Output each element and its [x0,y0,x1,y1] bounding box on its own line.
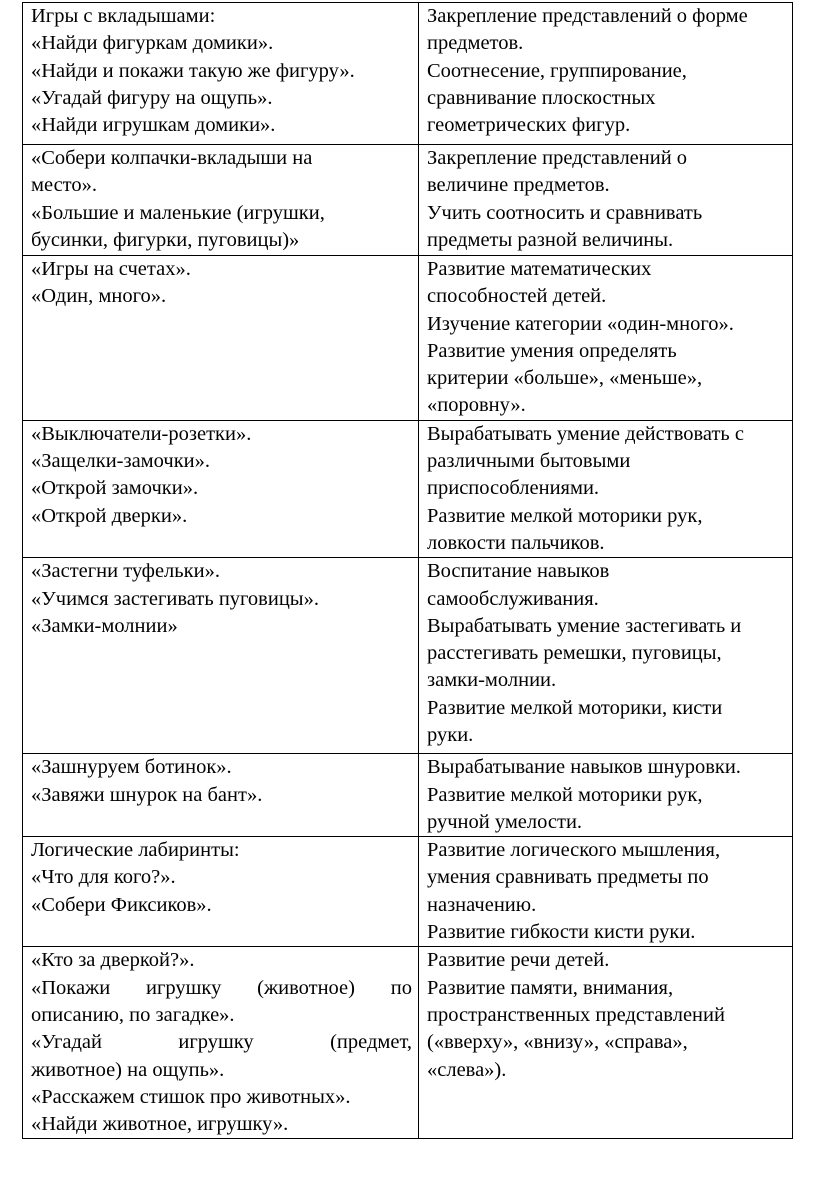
goal-line: геометрических фигур. [427,114,631,137]
goal-line: ловкости пальчиков. [427,531,605,554]
game-line: место». [31,174,97,197]
goal-line: способностей детей. [427,285,607,308]
goal-cell [419,3,793,145]
game-cell [23,256,419,421]
goal-line: Учить соотносить и сравнивать [427,201,703,224]
goal-line: замки-молнии. [427,669,557,692]
goal-line: Воспитание навыков [427,560,610,583]
game-line: «Один, много». [31,285,167,308]
goal-line: Изучение категории «один-много». [427,312,734,335]
goal-line: Развитие мелкой моторики, кисти [427,696,723,719]
goal-line: сравнивание плоскостных [427,86,656,109]
game-line: «Защелки-замочки». [31,450,210,473]
game-line: «Что для кого?». [31,866,176,889]
goal-line: Вырабатывание навыков шнуровки. [427,756,741,779]
goal-line: «слева»). [427,1058,507,1081]
game-line: животное) на ощупь». [31,1058,225,1081]
game-cell [23,558,419,754]
game-line: Игры с вкладышами: [31,5,216,27]
game-line: «Найди животное, игрушку». [31,1113,289,1136]
game-line: «Кто за дверкой?». [31,949,195,972]
game-line: «Зашнуруем ботинок». [31,756,232,779]
game-line: «Выключатели-розетки». [31,422,252,445]
game-cell [23,947,419,1139]
goal-cell [419,754,793,837]
game-cell [23,145,419,256]
game-line: «Большие и маленькие (игрушки, [31,201,325,224]
goal-cell [419,558,793,754]
goal-line: различными бытовыми [427,450,631,473]
goal-cell [419,947,793,1139]
table-row [23,558,793,754]
goal-line: пространственных представлений [427,1003,725,1026]
goal-cell [419,837,793,947]
table-row [23,256,793,421]
game-line: бусинки, фигурки, пуговицы)» [31,228,300,251]
goal-line: предметов. [427,32,524,55]
goal-line: Развитие математических [427,258,652,280]
game-line: «Найди и покажи такую же фигуру». [31,59,355,82]
game-line: «Учимся застегивать пуговицы». [31,587,319,610]
goal-line: величине предметов. [427,174,610,197]
game-cell [23,420,419,557]
goal-line: ручной умелости. [427,810,583,833]
table-row [23,145,793,256]
goal-line: назначению. [427,893,537,916]
goal-line: «поровну». [427,394,526,417]
game-cell [23,754,419,837]
goal-line: самообслуживания. [427,587,599,610]
table-row [23,837,793,947]
game-line: «Игры на счетах». [31,258,191,280]
games-table [22,2,793,1139]
goal-cell [419,420,793,557]
game-line: Логические лабиринты: [31,839,240,862]
goal-line: критерии «больше», «меньше», [427,367,703,390]
goal-line: умения сравнивать предметы по [427,866,709,889]
games-table-body [23,3,793,1139]
goal-line: расстегивать ремешки, пуговицы, [427,642,722,665]
table-row [23,3,793,145]
goal-line: Соотнесение, группирование, [427,59,687,82]
game-line: «Найди фигуркам домики». [31,32,274,55]
game-line: «Замки-молнии» [31,614,178,637]
game-line: «Открой дверки». [31,504,188,527]
goal-line: Развитие гибкости кисти руки. [427,921,696,944]
goal-line: Вырабатывать умение действовать с [427,422,745,445]
game-line: «Покажи игрушку (животное) по [31,976,412,999]
goal-line: Развитие речи детей. [427,949,610,972]
goal-line: предметы разной величины. [427,228,674,251]
goal-line: Развитие памяти, внимания, [427,976,674,999]
game-line: «Застегни туфельки». [31,560,220,583]
table-row [23,420,793,557]
table-row [23,754,793,837]
goal-line: приспособлениями. [427,477,600,500]
goal-cell [419,256,793,421]
goal-line: Закрепление представлений о форме [427,5,748,27]
goal-line: Развитие мелкой моторики рук, [427,783,703,806]
table-row [23,947,793,1139]
game-line: «Собери колпачки-вкладыши на [31,147,313,169]
game-line: «Найди игрушкам домики». [31,114,276,137]
game-line: «Собери Фиксиков». [31,893,212,916]
goal-line: Вырабатывать умение застегивать и [427,614,742,637]
goal-line: Развитие мелкой моторики рук, [427,504,703,527]
game-line: «Расскажем стишок про животных». [31,1085,351,1108]
goal-line: Развитие логического мышления, [427,839,721,862]
goal-line: Закрепление представлений о [427,147,688,169]
goal-line: Развитие умения определять [427,339,677,362]
goal-cell [419,145,793,256]
game-line: «Угадай игрушку (предмет, [31,1031,412,1054]
game-line: «Открой замочки». [31,477,199,500]
game-line: «Угадай фигуру на ощупь». [31,86,273,109]
game-cell [23,837,419,947]
goal-line: руки. [427,724,474,747]
game-line: «Завяжи шнурок на бант». [31,783,263,806]
goal-line: («вверху», «внизу», «справа», [427,1031,688,1054]
game-cell [23,3,419,145]
game-line: описанию, по загадке». [31,1003,235,1026]
